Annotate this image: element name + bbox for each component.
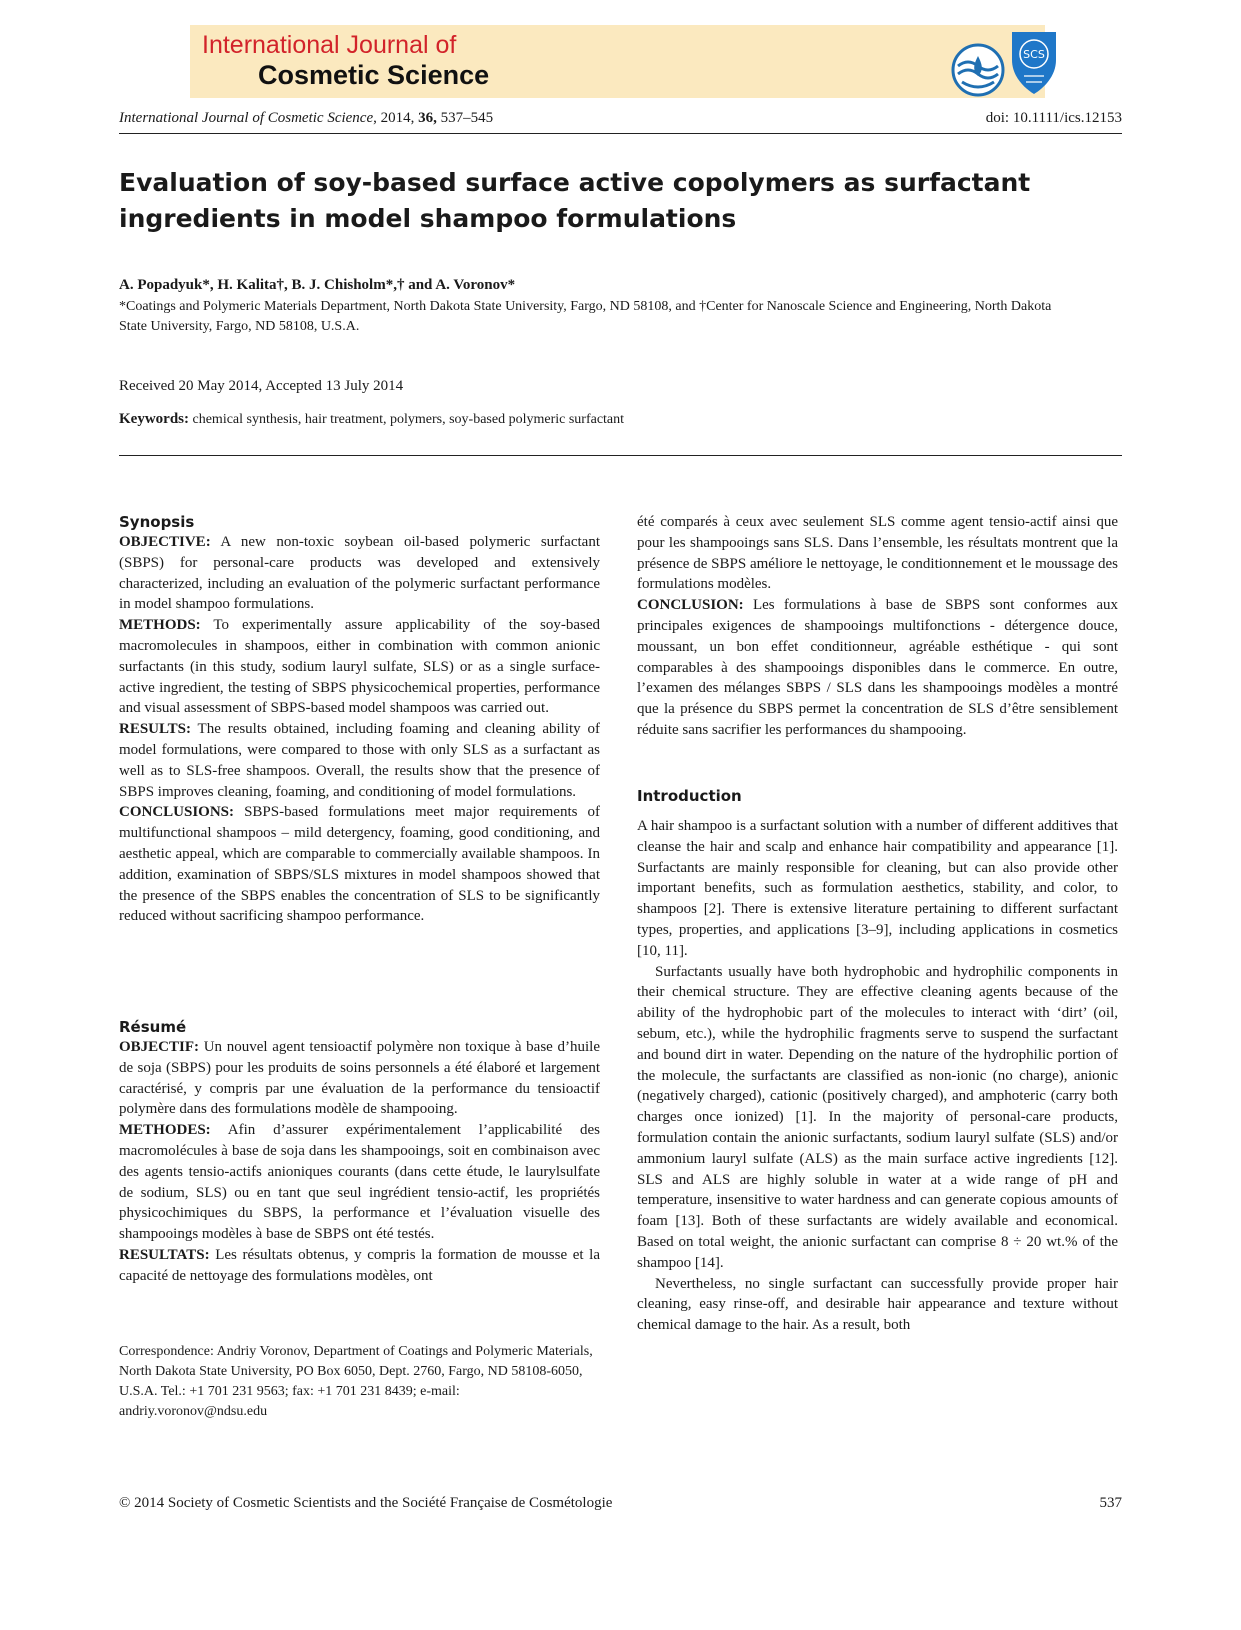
running-head: International Journal of Cosmetic Science, 2014, 36, 537–545 doi: 10.1111/ics.12153 [119,110,1122,126]
received-dates: Received 20 May 2014, Accepted 13 July 2014 [119,378,404,394]
synopsis-results: RESULTS: The results obtained, including foaming and cleaning ability of model formulations, were compared to those with only SLS as a surfactant as well as to SLS-free shampoos. Overall, the results show that the presence of SBPS improves cleaning, foaming, and conditioning of model formulations. [119,721,600,800]
author-list: A. Popadyuk*, H. Kalita†, B. J. Chisholm*,† and A. Voronov* [119,277,516,293]
resume-resultats: RESULTATS: Les résultats obtenus, y compris la formation de mousse et la capacité de nettoyage des formulations modèles, ont [119,1246,601,1284]
introduction-section [637,786,1118,1336]
journal-volume: 36, [418,110,437,126]
scs-shield-logo-icon [1010,30,1058,96]
synopsis-section [119,512,600,927]
water-globe-logo-icon [950,42,1006,98]
banner-line2: Cosmetic Science [258,60,490,90]
resume-section [119,1017,600,1287]
shield-text: SCS [1023,48,1045,61]
keywords [119,409,624,430]
synopsis-heading: Synopsis [119,513,195,531]
resume-resultats-cont: été comparés à ceux avec seulement SLS comme agent tensio-actif ainsi que pour les shampooings sans SLS. Dans l’ensemble, les résultats montrent que la présence de SBPS améliore le nettoyage, le conditionnement et le moussage des formulations modèles. [637,514,1118,593]
affiliation: *Coatings and Polymeric Materials Department, North Dakota State University, Fargo, ND 58108, and †Center for Nanoscale Science and Engineering, North Dakota State University, Fargo, ND 58108, U.S.A. [119,299,1052,334]
resume-methodes: METHODES: Afin d’assurer expérimentalement l’applicabilité des macromolécules à base de soja dans les shampooings, soit en combinaison avec des agents tensio-actifs anioniques courants (dans cette étude, le laurylsulfate de sodium, SLS) ou en tant que seul ingrédient tensio-actif, les propriétés physicochimiques du SBPS, la performance et l’évaluation visuelle des shampooings modèles à base de SBPS ont été testés. [119,1122,600,1243]
banner-line1: International Journal of [202,31,457,59]
keywords-text: chemical synthesis, hair treatment, polymers, soy-based polymeric surfactant [192,412,625,427]
copyright: © 2014 Society of Cosmetic Scientists and the Société Française de Cosmétologie [119,1495,613,1511]
resume-continued [637,512,1118,741]
synopsis-objective: OBJECTIVE: A new non-toxic soybean oil-based polymeric surfactant (SBPS) for personal-care products was developed and extensively characterized, including an evaluation of the polymeric surfactant performance in model shampoo formulations. [119,534,600,613]
intro-paragraph-2: Surfactants usually have both hydrophobic and hydrophilic components in their chemical structure. They are effective cleaning agents because of the ability of the hydrophobic part of the molecules to interact with ‘dirt’ (oil, sebum, etc.), while the hydrophilic fragments serve to suspend the surfactant and bound dirt in water. Depending on the nature of the hydrophilic portion of the molecule, the surfactants are classified as non-ionic (no charge), anionic (negatively charged), cationic (positively charged), and amphoteric (carry both charges once ionized) [1]. In the majority of personal-care products, formulation contain the anionic surfactants, sodium lauryl sulfate (SLS) and/or ammonium lauryl sulfate (ALS) as the main surface active ingredients [12]. SLS and ALS are highly soluble in water at a wide range of pH and temperature, insensitive to water hardness and can generate copious amounts of foam [13]. Both of these surfactants are widely available and economical. Based on total weight, the anionic surfactant can comprise 8 ÷ 20 wt.% of the shampoo [14]. [637,963,1118,1271]
doi: doi: 10.1111/ics.12153 [985,110,1122,126]
synopsis-conclusions: CONCLUSIONS: SBPS-based formulations meet major requirements of multifunctional shampoos – mild detergency, foaming, good conditioning, and aesthetic appeal, which are comparable to commercially available shampoos. In addition, examination of SBPS/SLS mixtures in model shampoos showed that the presence of the SBPS enables the concentration of SLS to be significantly reduced without sacrificing shampoo performance. [119,804,600,925]
journal-year: 2014, [380,110,415,126]
journal-banner [190,25,1045,98]
abstract-rule [119,455,1122,456]
synopsis-methods: METHODS: To experimentally assure applicability of the soy-based macromolecules in shampoos, either in combination with common anionic surfactants (in this study, sodium lauryl sulfate, SLS) or as a single surface-active ingredient, the testing of SBPS physicochemical properties, performance and visual assessment of SBPS-based model shampoos was carried out. [119,617,600,717]
article-title: Evaluation of soy-based surface active copolymers as surfactant ingredients in model shampoo formulations [119,168,1031,233]
resume-heading: Résumé [119,1018,187,1036]
keywords-label: Keywords: [119,411,189,427]
correspondence: Correspondence: Andriy Voronov, Department of Coatings and Polymeric Materials, North Dakota State University, PO Box 6050, Dept. 2760, Fargo, ND 58108-6050, U.S.A. Tel.: +1 701 231 9563; fax: +1 701 231 8439; e-mail: andriy.voronov@ndsu.edu [119,1344,593,1419]
header-rule [119,133,1122,134]
introduction-heading: Introduction [637,787,742,805]
page-footer [119,1493,1122,1513]
journal-pages: 537–545 [440,110,494,126]
page-number: 537 [1099,1495,1122,1511]
journal-name: International Journal of Cosmetic Science [119,110,374,126]
intro-paragraph-3: Nevertheless, no single surfactant can successfully provide proper hair cleaning, easy rinse-off, and desirable hair appearance and texture without chemical damage to the hair. As a result, both [637,1275,1118,1334]
resume-conclusion: CONCLUSION: Les formulations à base de SBPS sont conformes aux principales exigences de shampooings multifonctions - détergence douce, moussant, un bon effet conditionneur, agréable esthétique - qui sont comparables à des shampooings disponibles dans le commerce. En outre, l’examen des mélanges SBPS / SLS dans les shampooings modèles a montré que la présence du SBPS permet la concentration de SLS d’être sensiblement réduite sans sacrifier les performances du shampooing. [637,597,1118,738]
resume-objectif: OBJECTIF: Un nouvel agent tensioactif polymère non toxique à base d’huile de soja (SBPS) pour les produits de soins personnels a été élaboré et largement caractérisé, y compris par une évaluation de la performance du tensioactif polymère dans des formulations modèle de shampooing. [119,1039,601,1118]
intro-paragraph-1: A hair shampoo is a surfactant solution with a number of different additives that cleanse the hair and scalp and enhance hair compatibility and appearance [1]. Surfactants are mainly responsible for cleaning, but can also provide other important benefits, such as formulation aesthetics, stability, and color, to shampoos [2]. There is extensive literature pertaining to different surfactant types, properties, and applications [3–9], including applications in cosmetics [10, 11]. [637,818,1118,959]
